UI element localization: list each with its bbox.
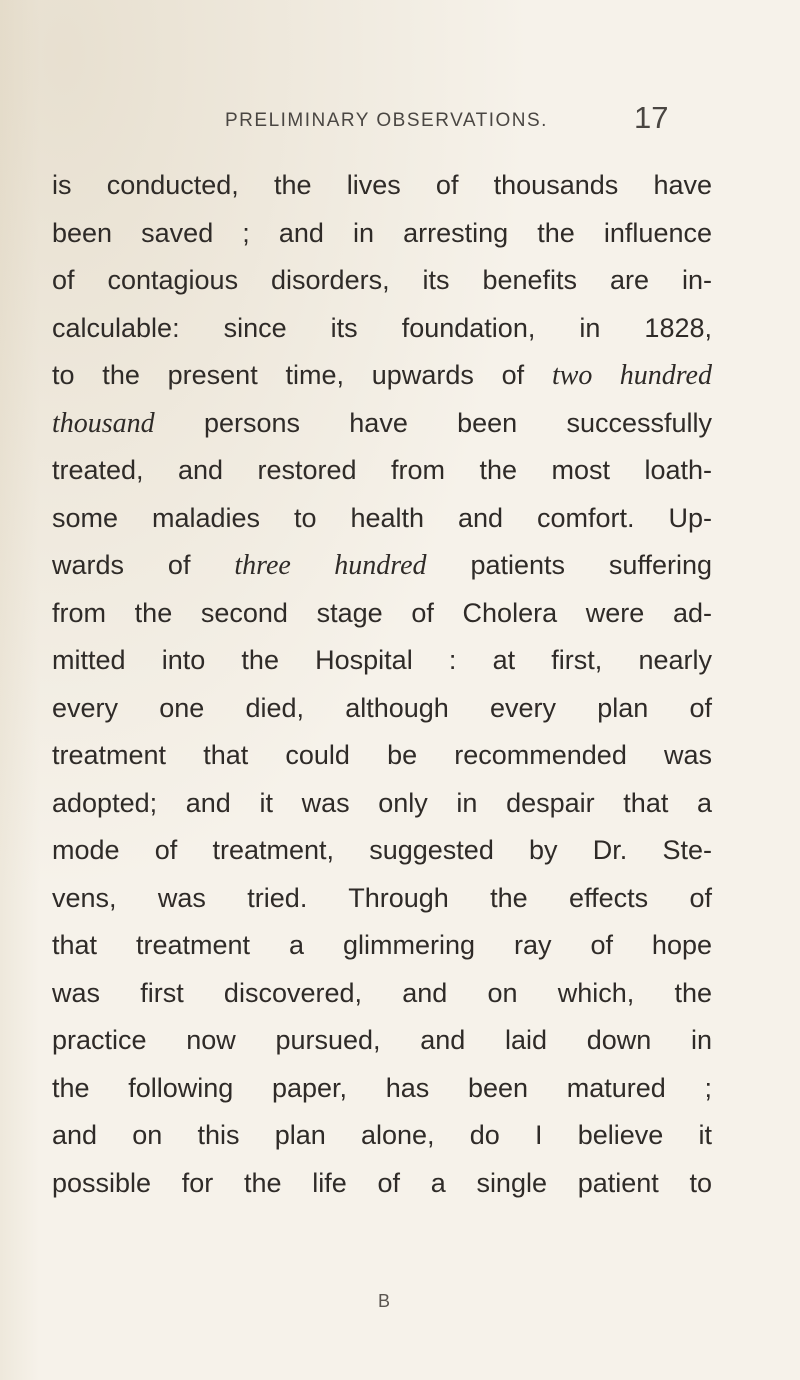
text-line: treated, and restored from the most loath- bbox=[52, 455, 712, 485]
text-run: wards of bbox=[52, 550, 235, 580]
text-line: that treatment a glimmering ray of hope bbox=[52, 930, 712, 960]
signature-mark: B bbox=[378, 1291, 391, 1311]
text-line bbox=[52, 400, 712, 448]
text-line: been saved ; and in arresting the influence bbox=[52, 217, 712, 248]
text-line: adopted; and it was only in despair that a bbox=[52, 787, 712, 818]
text-line: mitted into the Hospital : at first, nearly bbox=[52, 645, 712, 675]
text-run: to the present time, upwards of bbox=[52, 360, 552, 390]
text-line bbox=[52, 352, 712, 400]
text-line: and on this plan alone, do I believe it bbox=[52, 1120, 712, 1150]
body-paragraph bbox=[52, 162, 712, 1207]
text-line: some maladies to health and comfort. Up- bbox=[52, 502, 712, 533]
text-line: is conducted, the lives of thousands have bbox=[52, 170, 712, 200]
text-line: of contagious disorders, its benefits are in- bbox=[52, 265, 712, 295]
italic-run: thousand bbox=[52, 407, 155, 439]
text-line: practice now pursued, and laid down in bbox=[52, 1025, 712, 1055]
page-number: 17 bbox=[634, 100, 669, 135]
text-line: treatment that could be recommended was bbox=[52, 740, 712, 770]
text-line: every one died, although every plan of bbox=[52, 692, 712, 723]
running-head: PRELIMINARY OBSERVATIONS. bbox=[225, 110, 548, 131]
text-line: mode of treatment, suggested by Dr. Ste- bbox=[52, 835, 712, 865]
text-line: vens, was tried. Through the effects of bbox=[52, 882, 712, 913]
text-line: was first discovered, and on which, the bbox=[52, 977, 712, 1008]
text-run: patients suffering bbox=[426, 550, 712, 580]
text-line: possible for the life of a single patient to bbox=[52, 1167, 712, 1198]
text-run: persons have been successfully bbox=[154, 407, 712, 438]
text-line: the following paper, has been matured ; bbox=[52, 1072, 712, 1103]
text-line: calculable: since its foundation, in 1828, bbox=[52, 312, 712, 343]
text-line bbox=[52, 542, 712, 590]
text-line: from the second stage of Cholera were ad- bbox=[52, 597, 712, 628]
italic-run: three hundred bbox=[234, 550, 427, 581]
italic-run: two hundred bbox=[551, 360, 712, 391]
